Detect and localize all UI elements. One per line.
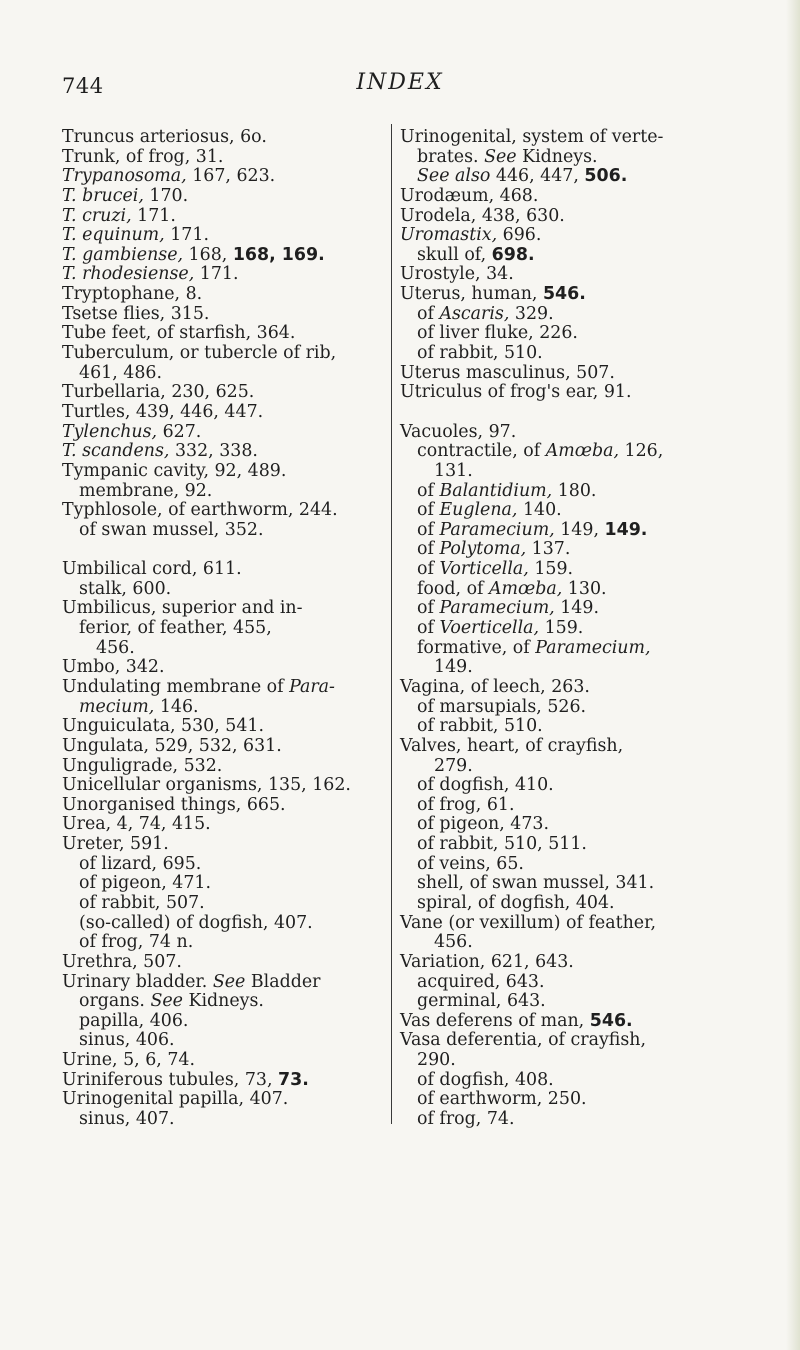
index-subentry: of rabbit, 510.	[417, 343, 543, 364]
index-subentry: contractile, of Amœba, 126,	[417, 441, 664, 462]
index-entry: Turtles, 439, 446, 447.	[62, 401, 264, 422]
index-subentry: of pigeon, 471.	[79, 873, 212, 894]
index-subentry: of Paramecium, 149, 149.	[417, 519, 648, 540]
index-entry: T. gambiense, 168, 168, 169.	[62, 244, 325, 265]
index-subentry: shell, of swan mussel, 341.	[417, 873, 655, 894]
index-subentry: papilla, 406.	[79, 1010, 189, 1031]
page-edge-shadow	[786, 0, 800, 1350]
index-entry: Trunk, of frog, 31.	[62, 146, 224, 167]
index-entry: Uterus, human, 546.	[400, 284, 586, 305]
index-entry: T. scandens, 332, 338.	[62, 441, 258, 462]
index-subentry: of frog, 74.	[417, 1109, 515, 1130]
running-title: INDEX	[356, 70, 444, 95]
index-entry: Urinogenital, system of verte-	[400, 127, 664, 147]
column-divider	[391, 124, 392, 1124]
index-subentry: 461, 486.	[79, 362, 162, 383]
index-subentry: of liver fluke, 226.	[417, 323, 578, 344]
index-entry: T. brucei, 170.	[62, 185, 189, 206]
index-continuation: 279.	[434, 755, 473, 776]
index-column-right	[400, 128, 740, 1130]
index-entry: Urinary bladder. See Bladder	[62, 971, 321, 992]
page-number: 744	[62, 74, 104, 98]
index-subentry: ferior, of feather, 455,	[79, 618, 272, 639]
index-entry: Vane (or vexillum) of feather,	[400, 912, 657, 933]
index-entry: Trypanosoma, 167, 623.	[62, 166, 276, 187]
index-entry: Vas deferens of man, 546.	[400, 1010, 633, 1031]
index-entry: Undulating membrane of Para-	[62, 676, 335, 697]
index-entry: Tympanic cavity, 92, 489.	[62, 460, 287, 481]
index-subentry: mecium, 146.	[79, 696, 199, 717]
index-entry: Umbo, 342.	[62, 657, 165, 678]
index-subentry: of marsupials, 526.	[417, 696, 587, 717]
index-subentry: of Balantidium, 180.	[417, 480, 597, 501]
index-subentry: stalk, 600.	[79, 578, 172, 599]
index-subentry: of rabbit, 510, 511.	[417, 834, 587, 855]
index-subentry: of pigeon, 473.	[417, 814, 550, 835]
index-entry: Turbellaria, 230, 625.	[62, 382, 255, 403]
index-subentry: organs. See Kidneys.	[79, 991, 264, 1012]
index-entry: Umbilical cord, 611.	[62, 559, 242, 580]
index-entry: Uriniferous tubules, 73, 73.	[62, 1069, 309, 1090]
index-subentry: of rabbit, 507.	[79, 892, 205, 913]
index-entry: Valves, heart, of crayfish,	[400, 735, 624, 756]
index-entry: Variation, 621, 643.	[400, 951, 574, 972]
index-continuation: 456.	[96, 637, 135, 658]
index-subentry: of frog, 74 n.	[79, 932, 194, 953]
section-gap	[400, 403, 740, 423]
index-entry: Truncus arteriosus, 6o.	[62, 127, 267, 147]
index-entry: T. rhodesiense, 171.	[62, 264, 239, 285]
index-entry: Tylenchus, 627.	[62, 421, 202, 442]
index-entry: Urinogenital papilla, 407.	[62, 1089, 289, 1110]
index-entry: Tryptophane, 8.	[62, 284, 203, 305]
index-subentry: of frog, 61.	[417, 794, 515, 815]
index-entry: Urodela, 438, 630.	[400, 205, 565, 226]
index-subentry: germinal, 643.	[417, 991, 546, 1012]
index-subentry: of Paramecium, 149.	[417, 598, 599, 619]
index-subentry: formative, of Paramecium,	[417, 637, 651, 658]
index-subentry: of lizard, 695.	[79, 853, 202, 874]
index-entry: Urine, 5, 6, 74.	[62, 1050, 195, 1071]
index-entry: Vacuoles, 97.	[400, 421, 517, 442]
index-entry: Urea, 4, 74, 415.	[62, 814, 211, 835]
index-subentry: of swan mussel, 352.	[79, 519, 264, 540]
index-entry: Unguligrade, 532.	[62, 755, 223, 776]
index-subentry: of Ascaris, 329.	[417, 303, 554, 324]
index-entry: T. equinum, 171.	[62, 225, 209, 246]
index-subentry: of Polytoma, 137.	[417, 539, 571, 560]
index-subentry: of veins, 65.	[417, 853, 524, 874]
index-subentry: acquired, 643.	[417, 971, 545, 992]
index-subentry: sinus, 407.	[79, 1109, 175, 1130]
index-entry: Ureter, 591.	[62, 834, 169, 855]
index-subentry: food, of Amœba, 130.	[417, 578, 607, 599]
index-entry: Vasa deferentia, of crayfish,	[400, 1030, 647, 1051]
index-subentry: of earthworm, 250.	[417, 1089, 587, 1110]
page-header	[0, 70, 800, 104]
index-entry: T. cruzi, 171.	[62, 205, 176, 226]
index-entry: Vagina, of leech, 263.	[400, 676, 590, 697]
index-subentry: membrane, 92.	[79, 480, 213, 501]
index-entry: Unicellular organisms, 135, 162.	[62, 775, 351, 796]
index-continuation: 131.	[434, 460, 473, 481]
index-entry: Unguiculata, 530, 541.	[62, 716, 265, 737]
index-column-left	[62, 128, 390, 1130]
index-subentry: of Voerticella, 159.	[417, 618, 584, 639]
index-subentry: skull of, 698.	[417, 244, 535, 265]
index-entry: Umbilicus, superior and in-	[62, 598, 303, 619]
index-entry: Urethra, 507.	[62, 951, 182, 972]
index-subentry: of dogfish, 408.	[417, 1069, 554, 1090]
index-entry: Tuberculum, or tubercle of rib,	[62, 343, 337, 364]
index-subentry: (so-called) of dogfish, 407.	[79, 912, 313, 933]
index-entry: Urodæum, 468.	[400, 185, 539, 206]
index-subentry: of Vorticella, 159.	[417, 559, 574, 580]
index-subentry: of Euglena, 140.	[417, 500, 562, 521]
section-gap	[62, 540, 390, 560]
index-entry: Utriculus of frog's ear, 91.	[400, 382, 632, 403]
index-subentry: spiral, of dogfish, 404.	[417, 892, 615, 913]
index-continuation: 456.	[434, 932, 473, 953]
index-entry: Uromastix, 696.	[400, 225, 542, 246]
index-entry: Uterus masculinus, 507.	[400, 362, 615, 383]
index-entry: Tsetse flies, 315.	[62, 303, 210, 324]
index-entry: Unorganised things, 665.	[62, 794, 286, 815]
index-entry: Urostyle, 34.	[400, 264, 514, 285]
index-subentry: of dogfish, 410.	[417, 775, 554, 796]
index-subentry: of rabbit, 510.	[417, 716, 543, 737]
index-subentry: brates. See Kidneys.	[417, 146, 598, 167]
index-subentry: sinus, 406.	[79, 1030, 175, 1051]
index-subentry: See also 446, 447, 506.	[417, 166, 628, 187]
index-subentry: 290.	[417, 1050, 456, 1071]
index-continuation: 149.	[434, 657, 473, 678]
index-entry: Typhlosole, of earthworm, 244.	[62, 500, 338, 521]
index-entry: Ungulata, 529, 532, 631.	[62, 735, 282, 756]
index-entry: Tube feet, of starfish, 364.	[62, 323, 296, 344]
